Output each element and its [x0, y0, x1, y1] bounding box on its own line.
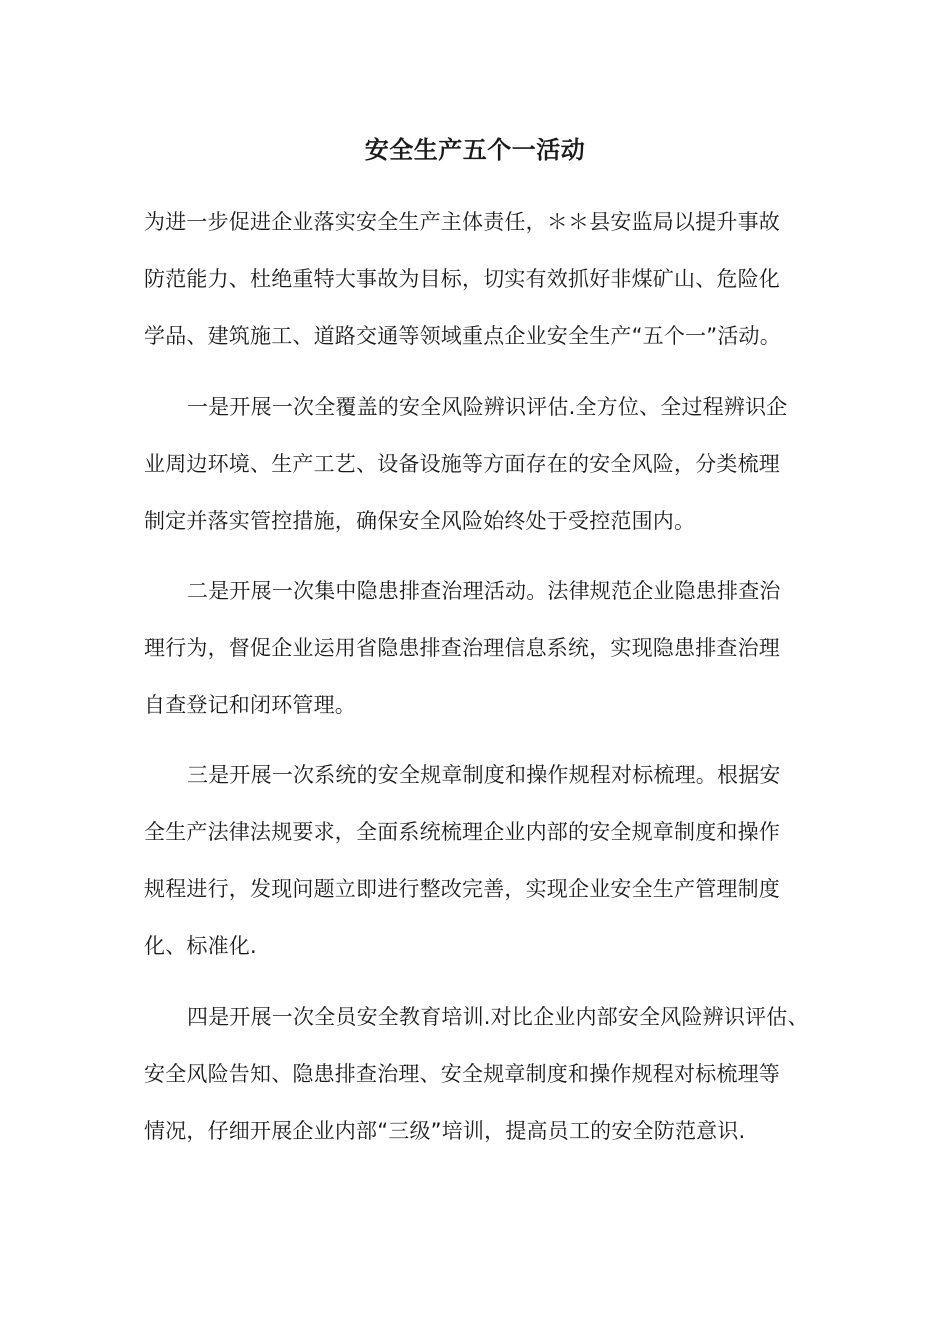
paragraph-2-line-1: 一是开展一次全覆盖的安全风险辨识评估.全方位、全过程辨识企 — [187, 395, 788, 419]
paragraph-4-line-4: 化、标准化. — [144, 934, 257, 958]
paragraph-2-line-3: 制定并落实管控措施，确保安全风险始终处于受控范围内。 — [144, 509, 696, 533]
paragraph-1-line-2: 防范能力、杜绝重特大事故为目标，切实有效抓好非煤矿山、危险化 — [144, 267, 780, 291]
paragraph-1-line-1: 为进一步促进企业落实安全生产主体责任，＊＊县安监局以提升事故 — [144, 210, 780, 234]
paragraph-4-line-2: 全生产法律法规要求，全面系统梳理企业内部的安全规章制度和操作 — [144, 820, 780, 844]
paragraph-1-line-3: 学品、建筑施工、道路交通等领域重点企业安全生产“五个一”活动。 — [144, 324, 781, 348]
document-title: 安全生产五个一活动 — [364, 136, 586, 164]
paragraph-5-line-2: 安全风险告知、隐患排查治理、安全规章制度和操作规程对标梳理等 — [144, 1062, 780, 1086]
paragraph-3-line-1: 二是开展一次集中隐患排查治理活动。法律规范企业隐患排查治 — [187, 579, 781, 603]
paragraph-3-line-2: 理行为，督促企业运用省隐患排查治理信息系统，实现隐患排查治理 — [144, 636, 780, 660]
paragraph-5-line-1: 四是开展一次全员安全教育培训.对比企业内部安全风险辨识评估、 — [187, 1005, 809, 1029]
paragraph-3-line-3: 自查登记和闭环管理。 — [144, 693, 356, 717]
paragraph-4-line-1: 三是开展一次系统的安全规章制度和操作规程对标梳理。根据安 — [187, 763, 781, 787]
paragraph-5-line-3: 情况，仔细开展企业内部“三级”培训，提高员工的安全防范意识. — [144, 1119, 746, 1143]
paragraph-4-line-3: 规程进行，发现问题立即进行整改完善，实现企业安全生产管理制度 — [144, 877, 780, 901]
paragraph-2-line-2: 业周边环境、生产工艺、设备设施等方面存在的安全风险，分类梳理 — [144, 452, 780, 476]
